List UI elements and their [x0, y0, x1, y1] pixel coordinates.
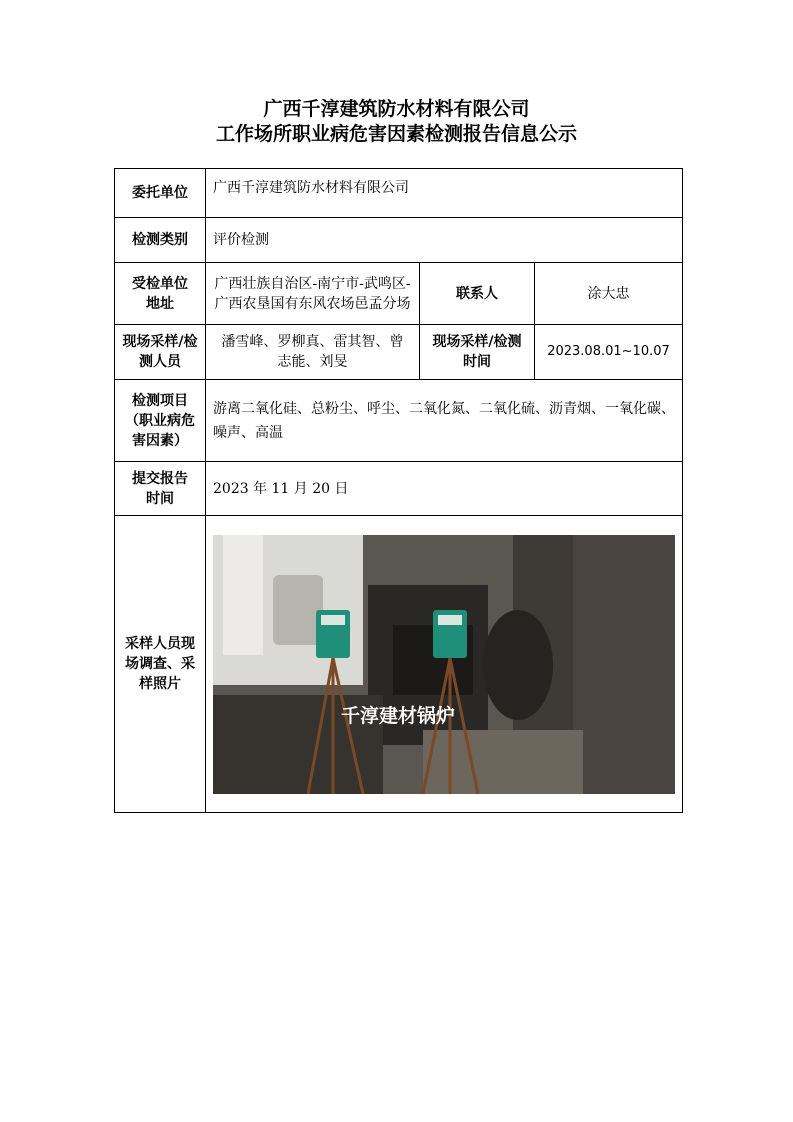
- table-row: [115, 263, 683, 325]
- time-value: 2023.08.01~10.07: [535, 325, 683, 380]
- items-label: 检测项目（职业病危害因素）: [115, 380, 206, 462]
- items-value: 游离二氧化硅、总粉尘、呼尘、二氧化氮、二氧化硫、沥青烟、一氧化碳、噪声、高温: [206, 380, 683, 462]
- client-value: 广西千淳建筑防水材料有限公司: [206, 169, 683, 218]
- table-row: [115, 380, 683, 462]
- submit-label: 提交报告时间: [115, 462, 206, 516]
- table-row: [115, 218, 683, 263]
- photo-label: 采样人员现场调查、采样照片: [115, 516, 206, 813]
- address-value: 广西壮族自治区-南宁市-武鸣区-广西农垦国有东风农场邑孟分场: [206, 263, 420, 325]
- info-table: [114, 168, 683, 813]
- table-row: [115, 516, 683, 813]
- photo-cell: [206, 516, 683, 813]
- category-label: 检测类别: [115, 218, 206, 263]
- address-label: 受检单位地址: [115, 263, 206, 325]
- table-row: [115, 462, 683, 516]
- photo-caption: 千淳建材锅炉: [340, 704, 456, 727]
- site-photo: [213, 535, 675, 794]
- company-title: 广西千淳建筑防水材料有限公司: [263, 98, 530, 120]
- time-label: 现场采样/检测时间: [420, 325, 535, 380]
- staff-label: 现场采样/检测人员: [115, 325, 206, 380]
- staff-value: 潘雪峰、罗柳真、雷其智、曾志能、刘旻: [206, 325, 420, 380]
- table-row: [115, 169, 683, 218]
- submit-value: 2023 年 11 月 20 日: [206, 462, 683, 516]
- report-title: 工作场所职业病危害因素检测报告信息公示: [215, 123, 577, 145]
- client-label: 委托单位: [115, 169, 206, 218]
- category-value: 评价检测: [206, 218, 683, 263]
- contact-value: 涂大忠: [535, 263, 683, 325]
- contact-label: 联系人: [420, 263, 535, 325]
- table-row: [115, 325, 683, 380]
